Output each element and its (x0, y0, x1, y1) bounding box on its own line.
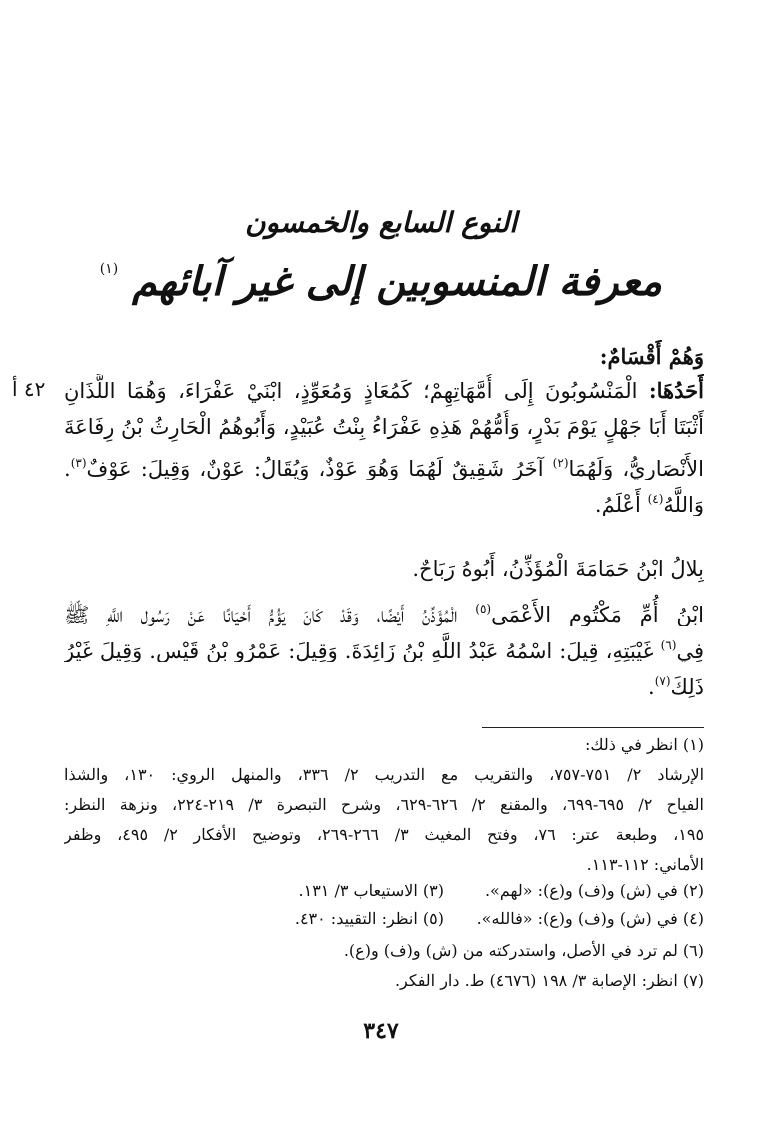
body-line: أَثْبَتَا أَبَا جَهْلٍ يَوْمَ بَدْرٍ، وَأُمُّهُمْ هَذِهِ عَفْرَاءُ بِنْتُ عُبَيْدٍ، وَأَبُوهُمُ الْحَارِثُ بْنُ رِفَاعَةَ (64, 415, 704, 439)
body-text: ذَلِكَ (670, 675, 704, 698)
footnote-line: الإرشاد ٢/ ٧٥١-٧٥٧، والتقريب مع التدريب ٢/ ٣٣٦، والمنهل الروي: ١٣٠، والشذا (64, 765, 704, 784)
footnote-line: الفياح ٢/ ٦٩٥-٦٩٩، والمقنع ٢/ ٦٢٦-٦٢٩، وشرح التبصرة ٣/ ٢١٩-٢٢٤، ونزهة النظر: (64, 795, 704, 814)
footnote: (٥) انظر: التقييد: ٤٣٠. (294, 909, 444, 928)
body-text: . (64, 457, 71, 480)
section-title (100, 258, 662, 305)
body-text: ابْنُ أُمِّ مَكْتُومٍ الأَعْمَى (491, 603, 704, 626)
page-number: ٣٤٧ (363, 1018, 399, 1044)
footnote: (٤) في (ش) و(ف) و(ع): «فالله». (476, 909, 704, 928)
category-label: أَحَدُهَا: (648, 378, 704, 403)
manuscript-folio-note: ٤٢ أ (12, 377, 46, 401)
footnote-ref: (٥) (475, 602, 492, 616)
body-text: وَاللَّهُ (663, 493, 704, 516)
body-line (64, 482, 704, 516)
body-text: الْمَنْسُوبُونَ إِلَى أُمَّهَاتِهِمْ؛ كَمُعَاذٍ وَمُعَوِّذٍ، ابْنَيْ عَفْرَاءَ، وَهُمَا اللَّذَانِ (64, 379, 638, 403)
body-line: بِلالُ ابْنُ حَمَامَةَ الْمُؤَذِّنُ، أَبُوهُ رَبَاحٌ. (412, 557, 704, 581)
section-title-text: معرفة المنسوبين إلى غير آبائهم (132, 258, 662, 305)
body-line (64, 628, 704, 662)
footnote-ref: (١) (99, 261, 119, 277)
footnote-row (64, 904, 704, 934)
body-line (64, 664, 704, 698)
body-intro-line (64, 340, 704, 374)
body-text: الْمُؤَذِّنُ أَيْضًا، وَقَدْ كَانَ يَؤُمُّ أَحْيَانًا عَنْ رَسُولِ اللَّهِ ﷺ (64, 603, 458, 626)
footnote-line: (٧) انظر: الإصابة ٣/ ١٩٨ (٤٦٧٦) ط. دار الفكر. (394, 971, 704, 990)
body-line (64, 374, 704, 408)
footnote-ref: (٢) (552, 456, 569, 470)
body-text: فِي (676, 639, 704, 662)
footnote-separator (482, 727, 704, 728)
footnote: (٢) في (ش) و(ف) و(ع): «لهم». (484, 881, 704, 900)
footnote-ref: (٤) (647, 492, 664, 506)
body-text: . (648, 675, 655, 698)
chapter-title: النوع السابع والخمسون (244, 206, 518, 239)
footnote-line: (٦) لم ترد في الأصل، واستدركته من (ش) و(ف) و(ع). (343, 941, 704, 960)
body-text: الأَنْصَارِيُّ، وَلَهُمَا (568, 457, 704, 480)
footnote-ref: (٧) (654, 674, 671, 688)
body-text: آخَرُ شَقِيقٌ لَهُمَا وَهُوَ عَوْذٌ، وَيُقَالُ: عَوْنٌ، وَقِيلَ: عَوْفٌ (86, 457, 544, 480)
footnote-row (64, 876, 704, 906)
body-text: غَيْبَتِهِ، قِيلَ: اسْمُهُ عَبْدُ اللَّهِ بْنُ زَائِدَةَ. وَقِيلَ: عَمْرُو بْنُ قَيْسٍ. وَقِيلَ غَيْرُ (64, 639, 654, 662)
footnote: (٣) الاستيعاب ٣/ ١٣١. (298, 881, 444, 900)
footnote-ref: (٣) (70, 456, 87, 470)
body-text: أَعْلَمُ. (594, 493, 641, 516)
body-line (64, 592, 704, 626)
footnote-ref: (٦) (660, 638, 677, 652)
footnote-line: ١٩٥، وطبعة عتر: ٧٦، وفتح المغيث ٣/ ٢٦٦-٢٦٩، وتوضيح الأفكار ٢/ ٤٩٥، وظفر (64, 825, 704, 844)
footnote-line: الأماني: ١١٢-١١٣. (586, 855, 704, 874)
footnote-line: (١) انظر في ذلك: (584, 735, 704, 754)
intro-text: وَهُمْ أَقْسَامٌ: (599, 344, 704, 369)
body-line (64, 446, 704, 480)
